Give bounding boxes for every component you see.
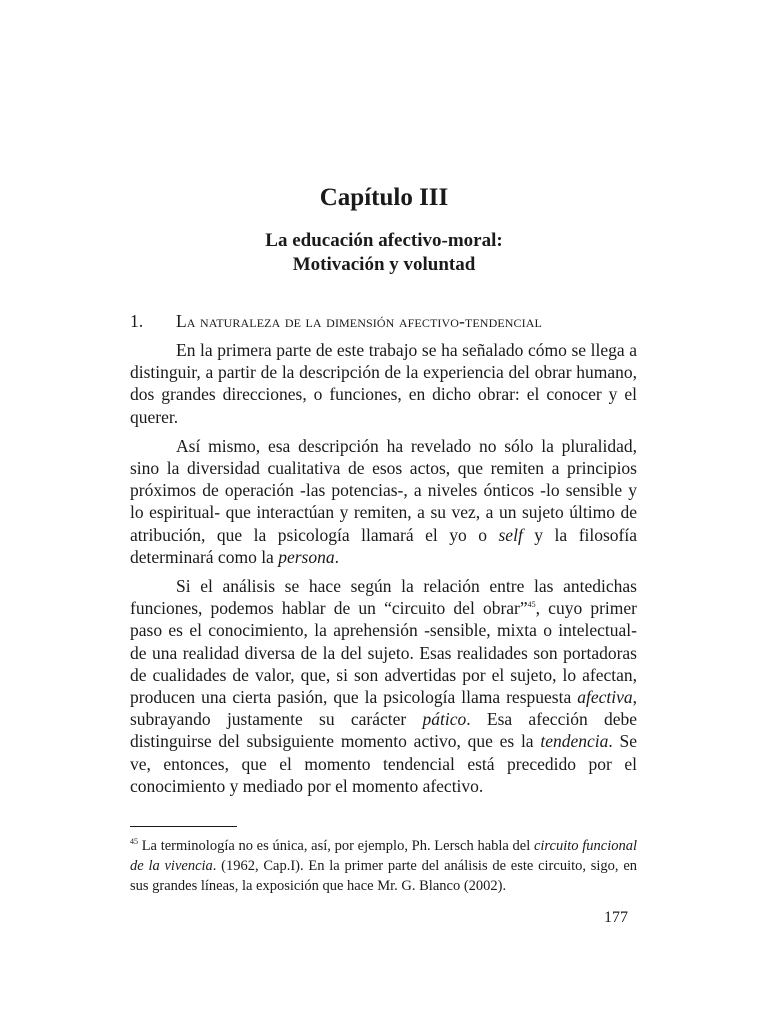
paragraph-3-afectiva-italic: afectiva — [577, 687, 633, 708]
section-title: La naturaleza de la dimensión afectivo-tendencial — [176, 311, 542, 331]
paragraph-2 — [130, 435, 637, 568]
paragraph-2-persona-italic: persona — [278, 546, 335, 567]
paragraph-1-text: En la primera parte de este trabajo se ha señalado cómo se llega a distinguir, a partir de la descripción de la experiencia del obrar humano, dos grandes direcciones, o funciones, en dicho obrar: el conocer y el querer. — [130, 340, 637, 427]
paragraph-2-self-italic: self — [498, 524, 523, 545]
body-text — [130, 339, 637, 804]
section-number: 1. — [130, 311, 144, 331]
paragraph-2-text-c: . — [334, 546, 339, 567]
paragraph-3-text-c: , subrayando justamente su carácter — [130, 687, 637, 730]
chapter-subtitle-line-2: Motivación y voluntad — [292, 254, 476, 275]
paragraph-3-text-a: Si el análisis se hace según la relación entre las antedichas funciones, podemos hablar de un “circuito del obrar” — [130, 576, 637, 619]
page-number: 177 — [604, 909, 628, 926]
paragraph-3-text-b: , cuyo primer paso es el conocimiento, la aprehensión -sensible, mixta o intelectual- de una realidad diversa de la del sujeto. Esas realidades son portadoras de cualidades de valor, que, si son advertidas por el sujeto, lo afectan, producen una cierta pasión, que la psicología llama respuesta — [130, 598, 637, 708]
footnote-mark: 45 — [130, 837, 138, 847]
footnote-separator — [130, 826, 237, 827]
paragraph-3-tendencia-italic: tendencia — [540, 731, 609, 752]
paragraph-2-text-a: Así mismo, esa descripción ha revelado no sólo la pluralidad, sino la diversidad cualitativa de esos actos, que remiten a principios próximos de operación -las potencias-, a niveles ónticos -lo sensible y lo espiritual- que interactúan y remiten, a su vez, a un sujeto último de atribución, que la psicología llamará el yo o — [130, 435, 637, 545]
footnote — [130, 836, 637, 896]
section-heading — [130, 310, 638, 332]
paragraph-3-text-d: . Esa afección debe distinguirse del subsiguiente momento activo, que es la — [130, 709, 638, 752]
paragraph-1 — [130, 339, 637, 428]
footnote-reference[interactable]: 45 — [527, 600, 536, 610]
footnote-text-b: . (1962, Cap.I). En la primer parte del análisis de este circuito, sigo, en sus grandes líneas, la exposición que hace Mr. G. Blanco (2002). — [130, 858, 637, 894]
paragraph-3-patico-italic: pático — [422, 709, 467, 730]
paragraph-2-text-b: y la filosofía determinará como la — [130, 524, 638, 567]
chapter-subtitle-line-1: La educación afectivo-moral: — [265, 230, 503, 251]
paragraph-3-text-e: . Se ve, entonces, que el momento tendencial está precedido por el conocimiento y mediado por el momento afectivo. — [130, 731, 638, 796]
chapter-title: Capítulo III — [319, 184, 449, 211]
footnote-text-italic: circuito funcional de la vivencia — [130, 838, 637, 874]
paragraph-3 — [130, 575, 637, 797]
chapter-subtitle — [0, 229, 768, 277]
footnote-text-a: La terminología no es única, así, por ejemplo, Ph. Lersch habla del — [138, 838, 534, 854]
